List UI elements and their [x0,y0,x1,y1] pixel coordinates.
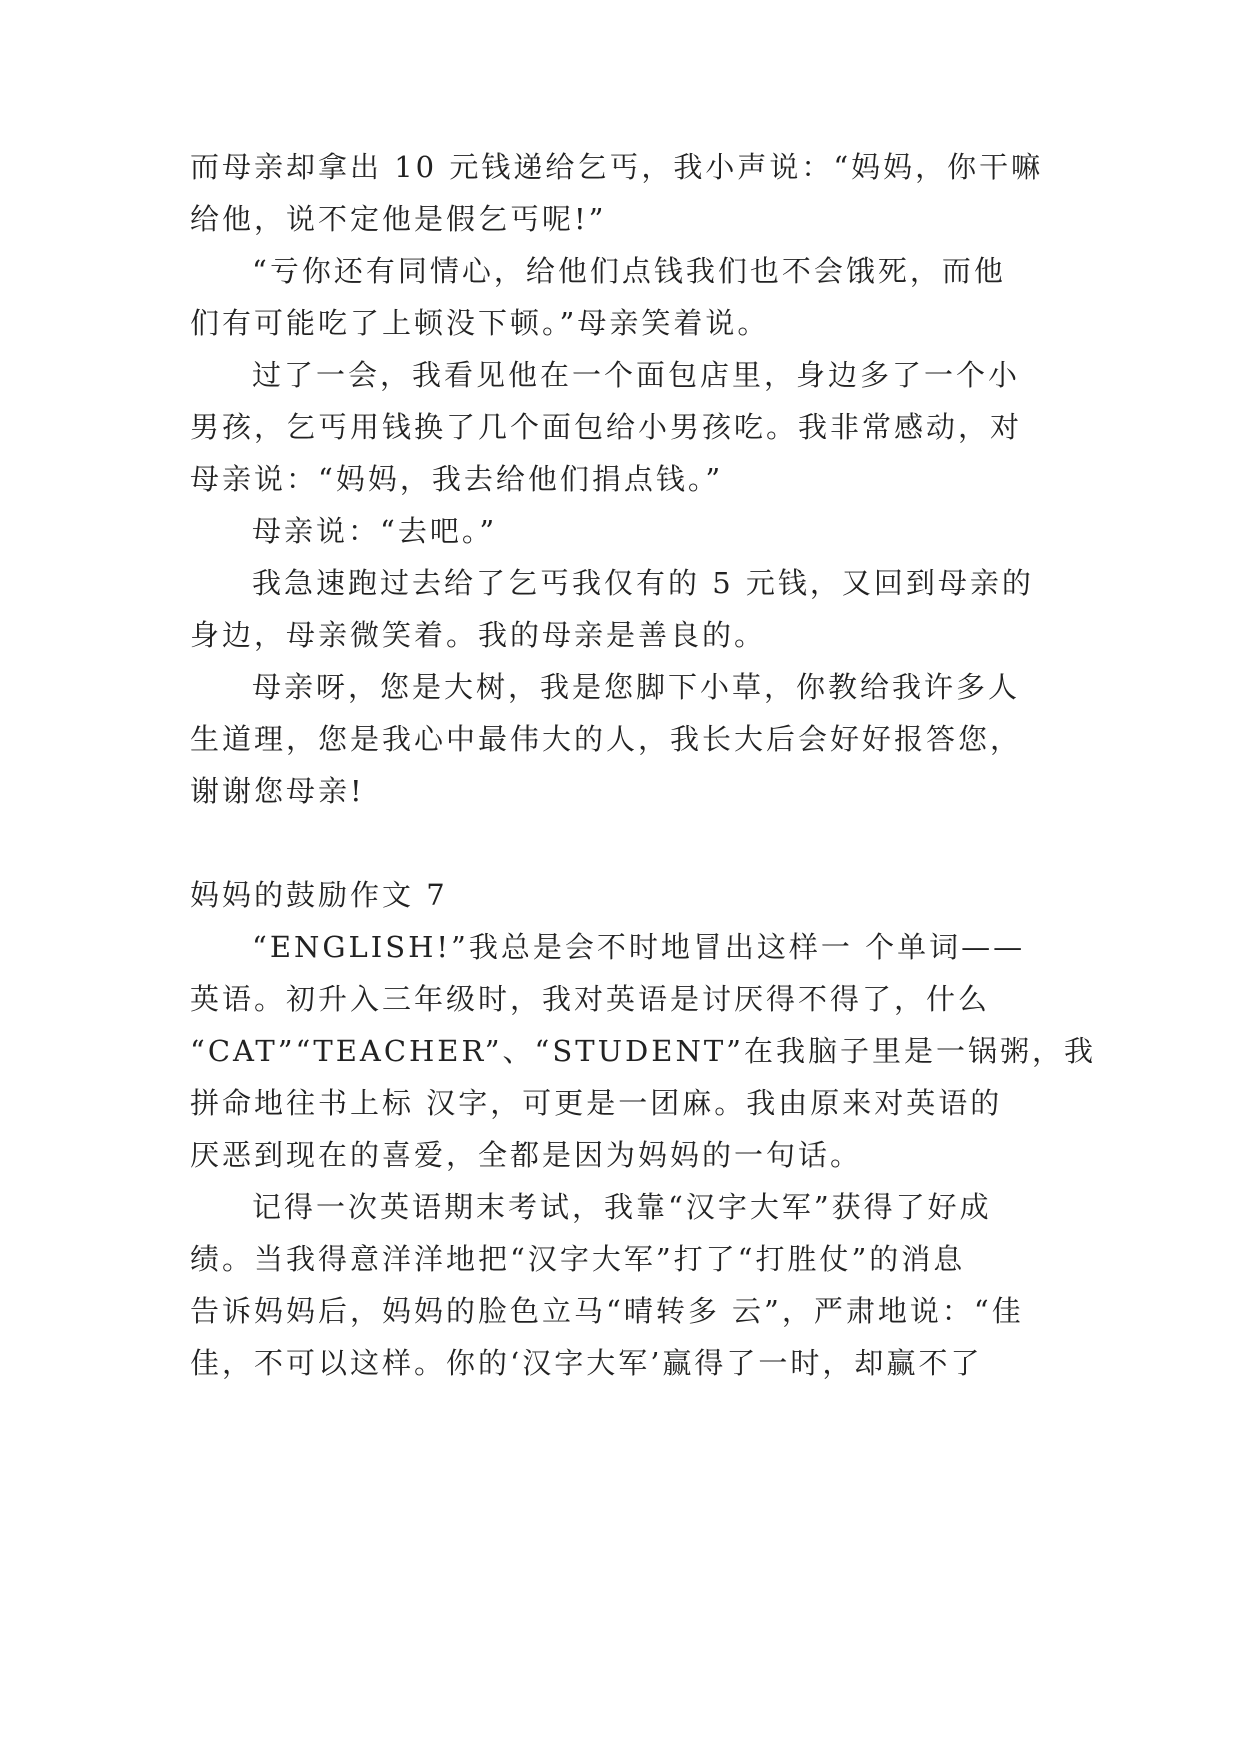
paragraph-line: 过了一会，我看见他在一个面包店里，身边多了一个小 [252,358,1021,392]
paragraph-line: “ENGLISH!”我总是会不时地冒出这样一 个单词—— [252,930,1026,964]
paragraph-line: 母亲呀，您是大树，我是您脚下小草，你教给我许多人 [252,670,1021,704]
paragraph-line: 给他，说不定他是假乞丐呢!” [190,202,607,236]
paragraph-line: 母亲说：“去吧。” [252,514,498,548]
paragraph-line: 绩。当我得意洋洋地把“汉字大军”打了“打胜仗”的消息 [190,1242,966,1276]
paragraph-line: 男孩，乞丐用钱换了几个面包给小男孩吃。我非常感动，对 [190,410,1023,444]
paragraph-line: 告诉妈妈后，妈妈的脸色立马“晴转多 云”，严肃地说：“佳 [190,1294,1024,1328]
paragraph-line: 谢谢您母亲! [190,774,365,808]
paragraph-line: 佳，不可以这样。你的‘汉字大军’赢得了一时，却赢不了 [190,1346,983,1380]
paragraph-line: 母亲说：“妈妈，我去给他们捐点钱。” [190,462,724,496]
section-title: 妈妈的鼓励作文 7 [190,878,448,912]
paragraph-line: 拼命地往书上标 汉字，可更是一团麻。我由原来对英语的 [190,1086,1003,1120]
paragraph-line: 而母亲却拿出 10 元钱递给乞丐，我小声说：“妈妈，你干嘛 [190,150,1044,184]
paragraph-line: 英语。初升入三年级时，我对英语是讨厌得不得了，什么 [190,982,991,1016]
paragraph-line: 身边，母亲微笑着。我的母亲是善良的。 [190,618,767,652]
paragraph-line: 厌恶到现在的喜爱，全都是因为妈妈的一句话。 [190,1138,863,1172]
paragraph-line: 生道理，您是我心中最伟大的人，我长大后会好好报答您， [190,722,1023,756]
paragraph-line: 记得一次英语期末考试，我靠“汉字大军”获得了好成 [252,1190,992,1224]
paragraph-line: “亏你还有同情心，给他们点钱我们也不会饿死，而他 [252,254,1006,288]
paragraph-line: 们有可能吃了上顿没下顿。”母亲笑着说。 [190,306,770,340]
paragraph-line: “CAT”“TEACHER”、“STUDENT”在我脑子里是一锅粥，我 [190,1034,1096,1068]
paragraph-line: 我急速跑过去给了乞丐我仅有的 5 元钱，又回到母亲的 [252,566,1034,600]
